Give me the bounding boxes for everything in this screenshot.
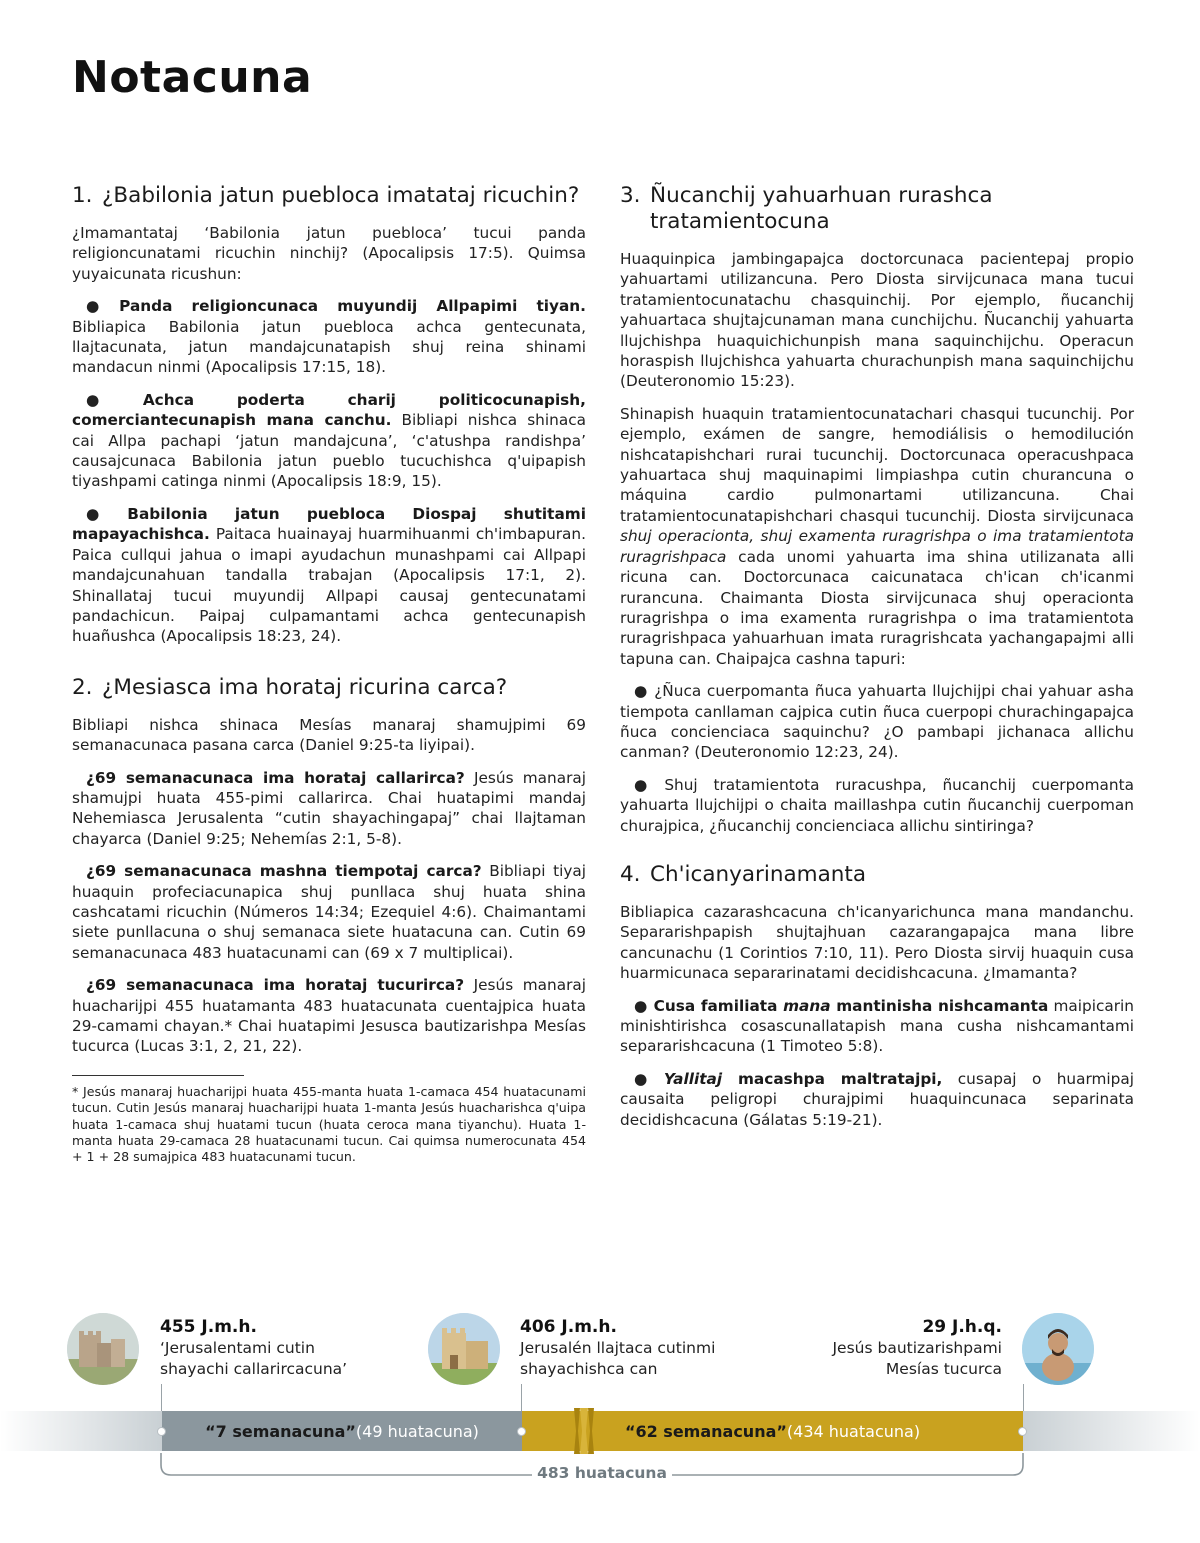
sec3-para-2: Shinapish huaquin tratamientocunatachari chasqui tucunchij. Por ejemplo, exámen de sangre, hemodiálisis o hemodilución nishcatapishchari rurai tucunchij. Doctorcunaca operacushpaca yahuartaca shuj maquinapimi limpiashpa cutin churancuna o máquina cardio pulmonartami utilizancuna. Chai tratamientocunatapishchari chasqui tucunchij. Diosta sirvijcunaca shuj operacionta, shuj examenta ruragrishpa o ima tratamientota ruragrishpaca cada unomi yahuarta ima shina utilizanata alli ricuna can. Doctorcunaca caicunataca ch'ican ch'icanmi rurancuna. Chaimanta Diosta sirvijcunaca shuj operacionta ruragrishpa o ima examenta ruragrishpa o ima tratamientota ruragrishpaca yahuarhuan imata ruragrishcata yachangapajmi alli tapuna can. Chaipajca cashna tapuri: [620,404,1134,668]
footnote-divider [72,1075,244,1076]
milestone-caption: shayachi callarircacuna’ [160,1360,348,1378]
sec2-question-2: ¿69 semanacunaca mashna tiempotaj carca? Bibliapi tiyaj huaquin profeciacunapica shuj punllaca shuj huata shina cashcatami ricuchin (Números 14:34; Ezequiel 4:6). Chaimantami siete punllacuna o shuj semanaca siete huatacuna can. Cutin 69 semanacunaca 483 huatacunami can (69 x 7 multiplicai). [72,862,586,962]
timeline-dot [157,1427,166,1436]
page-title: Notacuna [72,52,313,103]
milestone-29 [800,1317,1002,1380]
rebuilt-city-walls-image [428,1313,500,1385]
milestone-year: 455 J.m.h. [160,1317,257,1337]
sec1-bullet-2: ● Achca poderta charij politicocunapish, comerciantecunapish mana canchu. Bibliapi nishca shinaca cai Allpa pachapi ‘jatun mandajcuna’, ‘c'atushpa randishpa’ causajcunaca Babilonia jatun pueblo tucuchishca q'uipapish tiyashpami catinga ninmi (Apocalipsis 18:9, 15). [72,390,586,491]
milestone-caption: Jerusalén llajtaca cutinmi [520,1339,716,1357]
right-column [620,183,1134,1142]
sec4-bullet-2: ● Yallitaj macashpa maltratajpi, cusapaj o huarmipaj causaita peligropi churajpimi huaquincunaca separinata decidishcacuna (Gálatas 5:19-21). [620,1069,1135,1129]
sec1-bullet-1: ● Panda religioncunaca muyundij Allpapimi tiyan. Bibliapica Babilonia jatun puebloca achca gentecunata, llajtacunata, jatun mandajcunatapish shuj reina shinami mandacun ninmi (Apocalipsis 17:15, 18). [72,297,586,377]
milestone-406 [520,1317,715,1380]
seven-weeks-band: “7 semanacuna” (49 huatacuna) [162,1411,522,1451]
section-title: Ñucanchij yahuarhuan rurashca tratamientocuna [650,183,993,234]
milestone-caption: Mesías tucurca [885,1360,1002,1378]
ancient-walls-image [67,1313,139,1385]
marker-line [161,1384,162,1411]
sec1-bullet-3: ● Babilonia jatun puebloca Diospaj shutitami mapayachishca. Paitaca huainayaj huarmihuanmi ch'imbapuran. Paica cullqui jahua o imapi ayudachun munashpami cai Allpapi mandajcunahuan tandalla trabajan (Apocalipsis 17:1, 2). Shinallataj tucui muyundij Allpapi causaj gentecunatami pandachicun. Paipaj culpamantami achca gentecunapish huañushca (Apocalipsis 18:23, 24). [72,504,586,646]
section-number: 1. [72,183,93,208]
sec3-para-1: Huaquinpica jambingapajca doctorcunaca pacientepaj propio yahuartami utilizancuna. Pero Diosta sirvijcunaca mana tucui tratamientocunatachu chasquinchij. Por ejemplo, ñucanchij yahuartaca shujtajcunaman mana cunchijchu. Ñucanchij yahuarta llujchishpa huaquichichunpish mana saquinchijchu. Operacun horaspish llujchishca yahuarta churachunpish mana saquinchijchu (Deuteronomio 15:23). [620,250,1134,391]
milestone-year: 406 J.m.h. [520,1317,617,1337]
milestone-caption: Jesús bautizarishpami [832,1339,1002,1357]
sec2-intro: Bibliapi nishca shinaca Mesías manaraj shamujpimi 69 semanacunaca pasana carca (Daniel 9:25-ta liyipai). [72,715,586,755]
timeline-fade-left [0,1411,162,1451]
section-number: 4. [620,861,641,887]
section-number: 2. [72,674,93,700]
sec2-question-1: ¿69 semanacunaca ima horataj callarirca? Jesús manaraj shamujpi huata 455-pimi callarirca. Chai huatapimi mandaj Nehemiasca Jerusalenta “cutin shayachingapaj” chai llajtaman chayarca (Daniel 9:25; Nehemías 2:1, 5-8). [72,768,586,848]
marker-line [1023,1384,1024,1411]
milestone-caption: shayachishca can [520,1360,658,1378]
marker-line [521,1384,522,1411]
timeline-break-icon [568,1404,602,1458]
sec1-intro: ¿Imamantataj ‘Babilonia jatun puebloca’ tucui panda religioncunatami ricuchin ninchij? (Apocalipsis 17:5). Quimsa yuyaicunata ricushun: [72,224,586,283]
footnote: * Jesús manaraj huacharijpi huata 455-manta huata 1-camaca 454 huatacunami tucun. Cutin Jesús manaraj huacharijpi huata 1-manta Jesús huacharishca q'uipa huata 1-camaca shuj huatami tucun (huata ceroca mana tiyanchu). Huata 1-manta huata 29-camaca 28 huatacunami tucun. Cai quimsa numerocunata 454 + 1 + 28 sumajpica 483 huatacunami tucun. [72,1083,586,1165]
sec3-bullet-2: ● Shuj tratamientota ruracushpa, ñucanchij cuerpomanta yahuarta llujchijpi o chaita maillashpa cutin ñucanchij cuerpoman churajpica, ¿ñucanchij concienciaca allichu sintiringa? [620,775,1134,835]
sixty-two-weeks-band: “62 semanacuna” (434 huatacuna) [522,1411,1023,1451]
section-title: Ch'icanyarinamanta [650,861,867,887]
timeline-fade-right [1023,1411,1200,1451]
total-years-label: 483 huatacuna [532,1464,672,1482]
sec4-para-1: Bibliapica cazarashcacuna ch'icanyarichunca mana mandanchu. Separarishpapish shujtajhuan cazarangapajca mana libre cancunachu (1 Corintios 7:10, 11). Pero Diosta sirvij huaquin cusa huarmicunaca separarinatami decidishcacuna. ¿Imamanta? [620,902,1134,983]
milestone-year: 29 J.h.q. [922,1317,1002,1337]
section-title: ¿Babilonia jatun puebloca imatataj ricuchin? [102,183,580,208]
section-1-heading [72,183,586,209]
sec3-bullet-1: ● ¿Ñuca cuerpomanta ñuca yahuarta llujchijpi chai yahuar asha tiempota canllaman cajpica cutin ñuca cuerpopi churachingapajca ñuca concienciaca saquinchu? ¿O pambapi jichanaca allichu canman? (Deuteronomio 12:23, 24). [620,682,1134,762]
section-2-heading [72,675,586,701]
sec2-question-3: ¿69 semanacunaca ima horataj tucurirca? Jesús manaraj huacharijpi 455 huatamanta 483 huatacunata cuentajpica huata 29-camami chayan.* Chai huatapimi Jesusca bautizarishpa Mesías tucurca (Lucas 3:1, 2, 21, 22). [72,976,586,1056]
section-4-heading [620,862,1134,888]
milestone-455 [160,1317,347,1380]
section-title: ¿Mesiasca ima horataj ricurina carca? [102,674,508,700]
jesus-baptism-image [1022,1313,1094,1385]
section-number: 3. [620,183,641,208]
milestone-caption: ‘Jerusalentami cutin [160,1339,315,1357]
section-3-heading [620,183,1134,235]
sec4-bullet-1: ● Cusa familiata mana mantinisha nishcamanta maipicarin minishtirishca cosascunallatapish mana cusha nishcamantami separarishcacuna (1 Timoteo 5:8). [620,996,1134,1056]
left-column [72,183,586,1166]
timeline-dot [1018,1427,1027,1436]
timeline-dot [517,1427,526,1436]
